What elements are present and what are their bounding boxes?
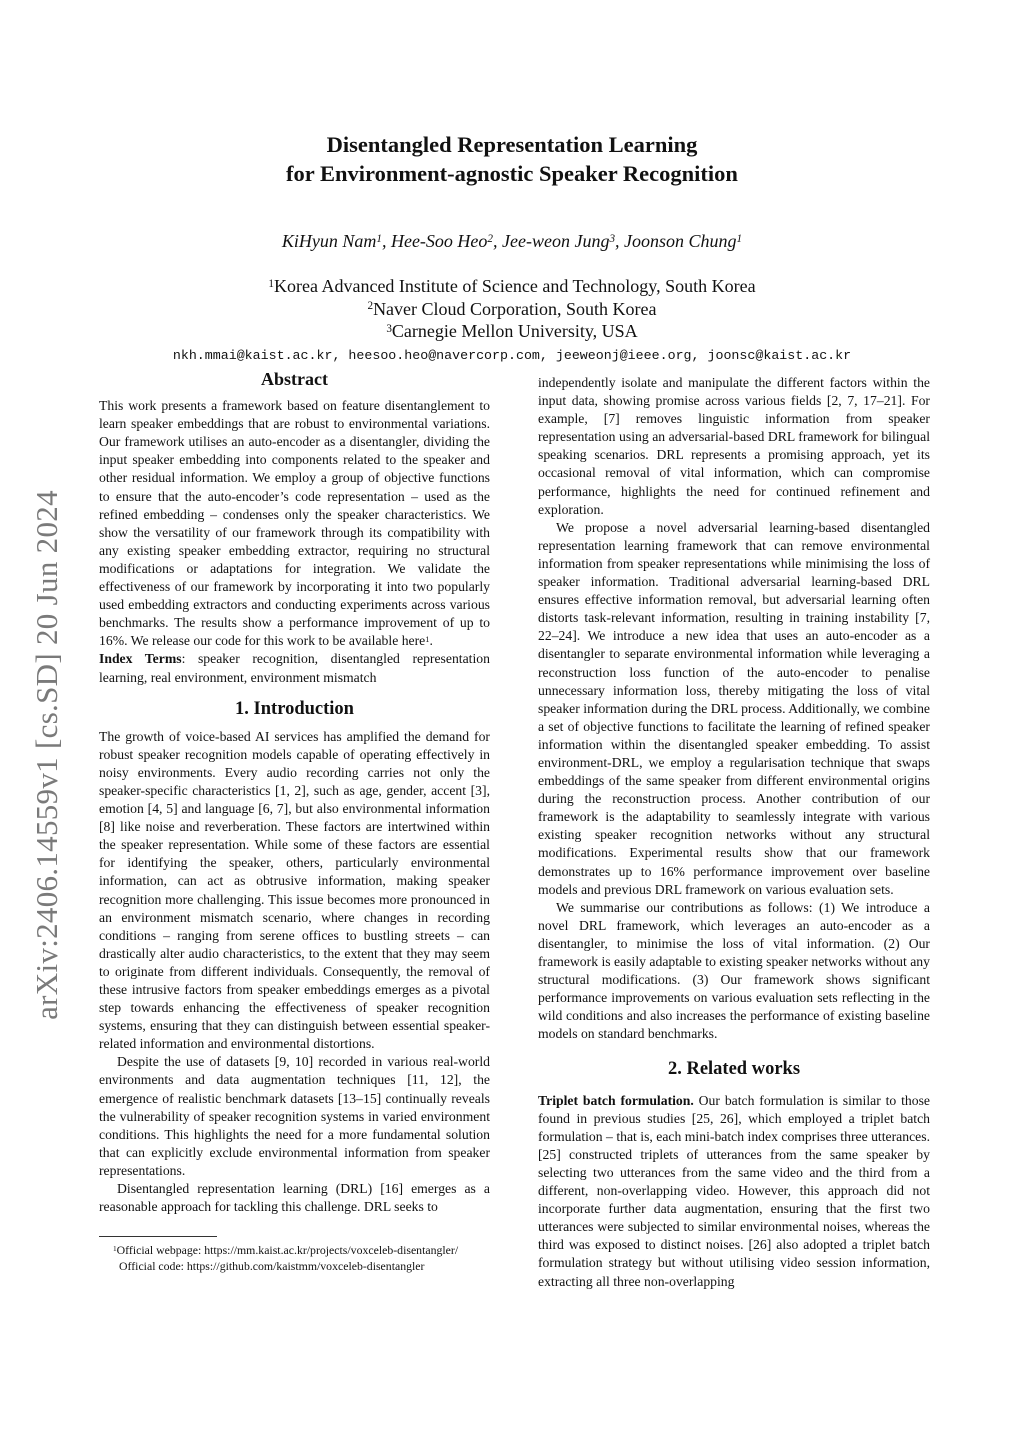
paragraph-label: Triplet batch formulation. xyxy=(538,1092,694,1108)
author-affil-mark: 1 xyxy=(376,232,382,245)
intro-paragraph: Despite the use of datasets [9, 10] recorded in various real-world environments and data augmentation techniques [11, 12], the emergence of realistic benchmark datasets [13–15] continually reveals the vulnerability of speaker recognition systems in varied environment conditions. This highlights the need for a more fundamental solution that can explicitly exclude environmental information from speaker representations. xyxy=(99,1054,490,1178)
index-terms: : speaker recognition, disentangled representation learning, real environment, environment mismatch xyxy=(99,651,490,685)
footnote xyxy=(99,1236,499,1274)
abstract-end: . xyxy=(429,633,433,649)
footnote-mark: 1 xyxy=(113,1243,117,1253)
author-affil-mark: 2 xyxy=(487,232,493,245)
intro-paragraph: The growth of voice-based AI services has amplified the demand for robust speaker recognition models capable of operating effectively in noisy environments. Every audio recording carries not only the speaker-specific characteristics [1, 2], such as age, gender, accent [3], emotion [4, 5] and language [6, 7], but also environmental information [8] like noise and reverberation. These factors are intertwined within the speaker representation. While some of these factors are essential for identifying the speaker, others, particularly environmental information, can act as obtrusive information, making speaker recognition more challenging. This issue becomes more pronounced in an environment mismatch scenario, where changes in recording conditions – ranging from serene offices to bustling streets – can drastically alter audio characteristics, to the extent that they may seem to originate from different individuals. Consequently, the removal of these intrusive factors from speaker embeddings emerges as a pivotal step towards enhancing the effectiveness of speaker recognition systems, ensuring that they can distinguish between essential speaker-related information and environmental distortions. xyxy=(99,728,490,1052)
affil-mark: 3 xyxy=(386,322,392,335)
title-line-2: for Environment-agnostic Speaker Recognition xyxy=(286,161,738,186)
affil-text: Carnegie Mellon University, USA xyxy=(391,321,638,341)
affiliation-list xyxy=(0,275,1024,343)
intro-paragraph: independently isolate and manipulate the different factors within the input data, showing promise across various fields [2, 7, 17–21]. For example, [7] removes linguistic information from speaker representation using an adversarial-based DRL framework for bilingual speaking scenarios. DRL represents a promising approach, yet its occasional removal of vital information, which can compromise performance, highlights the need for continued refinement and exploration. xyxy=(538,375,930,517)
author-separator: , xyxy=(493,231,502,251)
abstract-text xyxy=(99,397,490,687)
section-heading-related-works: 2. Related works xyxy=(667,1059,801,1080)
index-terms-label: Index Terms xyxy=(99,651,182,667)
author-name: Jee-weon Jung xyxy=(502,231,610,251)
footnote-line xyxy=(99,1243,499,1259)
footnote-mark: 1 xyxy=(425,633,430,644)
intro-paragraph: We summarise our contributions as follows: (1) We introduce a novel DRL framework, which leverages an auto-encoder as a disentangler, to minimise the loss of vital information. (2) Our framework is easily adaptable to existing speaker networks without any structural modifications. (3) Our framework shows significant performance improvements on various evaluation sets reflecting in the wild conditions and also increases the performance of existing baseline models on standard benchmarks. xyxy=(538,899,930,1042)
author-emails: nkh.mmai@kaist.ac.kr, heesoo.heo@navercorp.com, jeeweonj@ieee.org, joonsc@kaist.ac.kr xyxy=(172,348,852,363)
affiliation xyxy=(0,275,1024,298)
arxiv-sidebar xyxy=(22,455,72,1055)
left-column xyxy=(99,370,490,1216)
paper-title xyxy=(0,130,1024,188)
author-list xyxy=(0,231,1024,252)
author-name: Hee-Soo Heo xyxy=(390,231,488,251)
abstract-heading: Abstract xyxy=(261,369,328,389)
author-separator: , xyxy=(381,231,391,251)
related-paragraph xyxy=(538,1092,930,1291)
intro-paragraph: Disentangled representation learning (DRL) [16] emerges as a reasonable approach for tackling this challenge. DRL seeks to xyxy=(99,1181,490,1215)
affiliation xyxy=(0,320,1024,343)
author-name: Joonson Chung xyxy=(624,231,737,251)
affil-text: Korea Advanced Institute of Science and Technology, South Korea xyxy=(273,276,756,296)
intro-paragraph: We propose a novel adversarial learning-based disentangled representation learning framework that can remove environmental information from speaker representations while minimising the loss of speaker information. Traditional adversarial learning-based DRL ensures effective information removal, but adversarial learning often distorts task-relevant information, resulting in training instability [7, 22–24]. We introduce a new idea that uses an auto-encoder as a disentangler to separate environmental information while leveraging a reconstruction loss function of the auto-encoder to penalise unnecessary information loss, thereby mitigating the loss of vital speaker information during the DRL process. Additionally, we combine a set of objective functions to facilitate the learning of refined speaker information within the disentangled speaker embedding. To assist environment-DRL, we employ a regularisation technique that swaps embeddings of the same speaker from different environmental origins during the reconstruction process. Another contribution of our framework is the adaptability to seamlessly integrate with various existing speaker recognition networks without any structural modifications. Experimental results show that our framework demonstrates up to 16% performance improvement over baseline models and previous DRL framework on various evaluation sets. xyxy=(538,519,930,897)
affiliation xyxy=(0,298,1024,321)
footnote-line: Official code: https://github.com/kaistmm/voxceleb-disentangler xyxy=(119,1258,425,1273)
footnote-webpage: Official webpage: https://mm.kaist.ac.kr/projects/voxceleb-disentangler/ xyxy=(116,1243,459,1257)
author-affil-mark: 1 xyxy=(736,232,743,245)
related-text: Our batch formulation is similar to those found in previous studies [25, 26], which employed a triplet batch formulation – that is, each mini-batch index comprises three utterances. [25] constructed triplets of utterances from the same speaker by selecting two utterances from the same video and the third from a different, non-overlapping video. However, this approach did not incorporate further data augmentation, ensuring that the first two utterances were subjected to similar environmental noises, whereas the third was exposed to distinct noises. [26] also adopted a triplet batch formulation strategy but without utilising video session information, extracting all three non-overlapping xyxy=(538,1092,931,1289)
section-heading-introduction: 1. Introduction xyxy=(235,698,354,719)
author-name: KiHyun Nam xyxy=(281,231,377,251)
affil-text: Naver Cloud Corporation, South Korea xyxy=(373,298,657,319)
right-column xyxy=(538,374,930,1291)
affil-mark: 2 xyxy=(367,300,374,313)
footnote-rule xyxy=(99,1236,217,1237)
arxiv-identifier: arXiv:2406.14559v1 [cs.SD] 20 Jun 2024 xyxy=(29,490,64,1020)
abstract-body: This work presents a framework based on feature disentanglement to learn speaker embeddings that are robust to environmental variations. Our framework utilises an auto-encoder as a disentangler, dividing the input speaker embedding into components related to the speaker and other residual information. We employ a group of objective functions to ensure that the auto-encoder’s code representation – used as the refined embedding – condenses only the speaker characteristics. We show the versatility of our framework through its compatibility with any existing speaker embedding extractor, requiring no structural modifications or adaptations for integration. We validate the effectiveness of our framework by incorporating it into two popularly used embedding extractors and conducting experiments across various benchmarks. The results show a performance improvement of up to 16%. We release our code for this work to be available here xyxy=(99,398,490,649)
author-separator: , xyxy=(615,231,625,251)
affil-mark: 1 xyxy=(268,277,274,290)
author-affil-mark: 3 xyxy=(609,232,616,245)
title-line-1: Disentangled Representation Learning xyxy=(326,132,698,157)
